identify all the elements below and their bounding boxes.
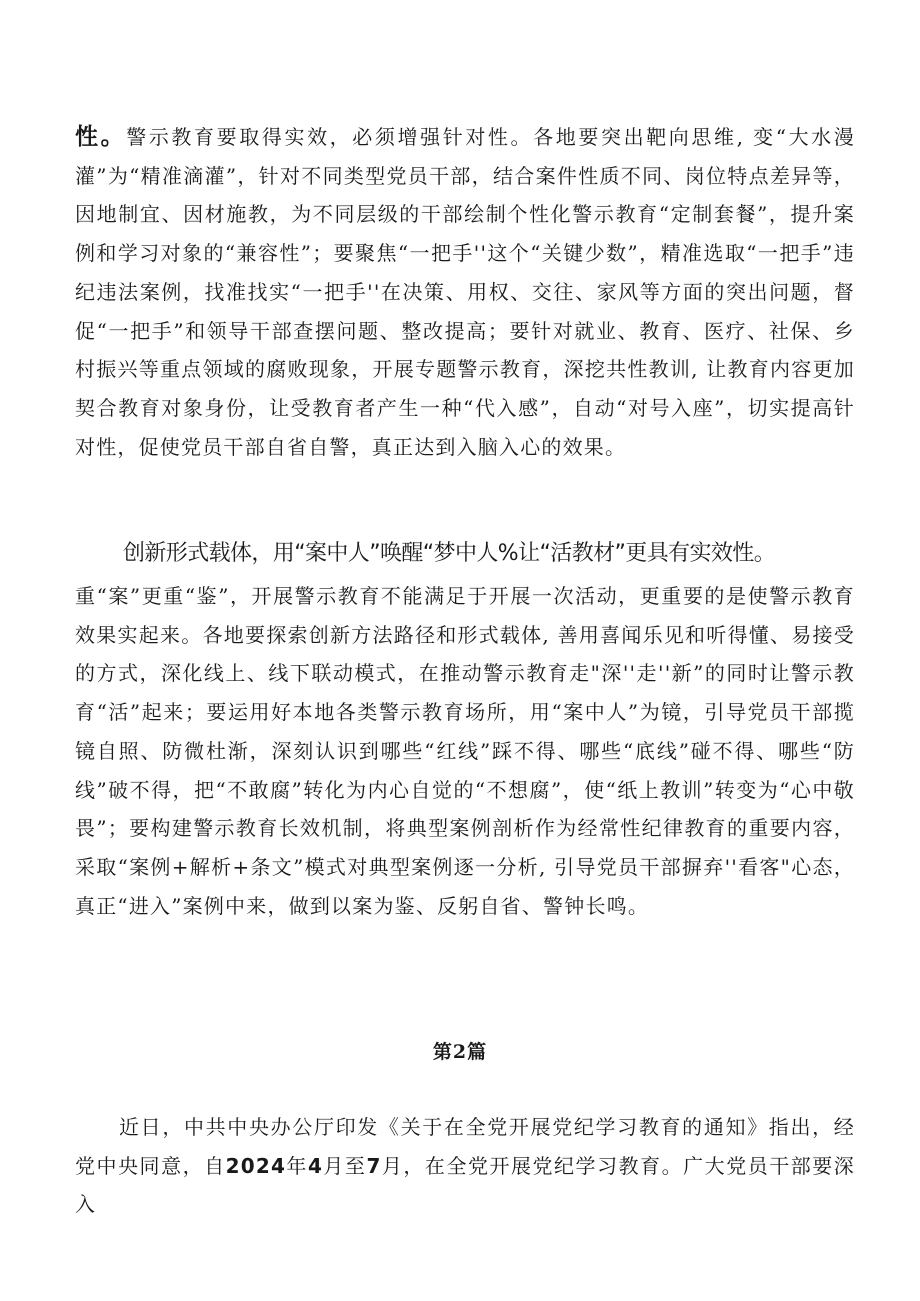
intro-text-2: 年 [286,1153,308,1178]
intro-text-3: 月至 [323,1153,367,1178]
intro-year: 2024 [225,1153,287,1178]
paragraph-intro [75,1108,855,1224]
intro-month-start: 4 [307,1153,324,1178]
paragraph-body: 警示教育要取得实效，必须增强针对性。各地要突出靶向思维, 变“大水漫灌”为“精准滴灌”，针对不同类型党员干部，结合案件性质不同、岗位特点差异等，因地制宜、因材施教，为不同层级的干部绘制个性化警示教育“定制套餐”，提升案例和学习对象的“兼容性”；要聚焦“一把手''这个“关键少数”，精准选取“一把手”违纪违法案例，找准找实“一把手''在决策、用权、交往、家风等方面的突出问题，督促“一把手”和领导干部查摆问题、整改提高；要针对就业、教育、医疗、社保、乡村振兴等重点领域的腐败现象，开展专题警示教育，深挖共性教训, 让教育内容更加契合教育对象身份，让受教育者产生一种“代入感”，自动“对号入座”，切实提高针对性，促使党员干部自省自警，真正达到入脑入心的效果。 [75,125,855,459]
intro-month-end: 7 [366,1153,382,1178]
intro-text-1: 近日，中共中央办公厅印发《关于在全党开展党纪学习教育的通知》指出，经党中央同意，自 [75,1115,855,1178]
paragraph-innovation: 重“案”更重“鉴”，开展警示教育不能满足于开展一次活动，更重要的是使警示教育效果实起来。各地要探索创新方法路径和形式载体, 善用喜闻乐见和听得懂、易接受的方式，深化线上、线下联动模式，在推动警示教育走"深''走''新”的同时让警示教育“活”起来；要运用好本地各类警示教育场所，用“案中人”为镜，引导党员干部揽镜自照、防微杜渐，深刻认识到哪些“红线”踩不得、哪些“底线”碰不得、哪些“防线”破不得，把“不敢腐”转化为内心自觉的“不想腐”，使“纸上教训”转变为“心中敬畏”；要构建警示教育长效机制，将典型案例剖析作为经常性纪律教育的重要内容，采取“案例+解析+条文”模式对典型案例逐一分析, 引导党员干部摒弃''看客"心态，真正“进入”案例中来，做到以案为鉴、反躬自省、警钟长鸣。 [75,584,855,918]
paragraph-lead: 性。 [75,124,127,150]
paragraph-targeting [75,118,855,466]
section-heading-innovation: 创新形式载体，用“案中人”唤醒“梦中人%让“活教材”更具有实效性。 [123,541,776,566]
intro-text-4: 月，在全党开展党纪学习教育。广大党员干部要深入 [75,1153,855,1217]
article-title: 第2篇 [432,1041,488,1063]
